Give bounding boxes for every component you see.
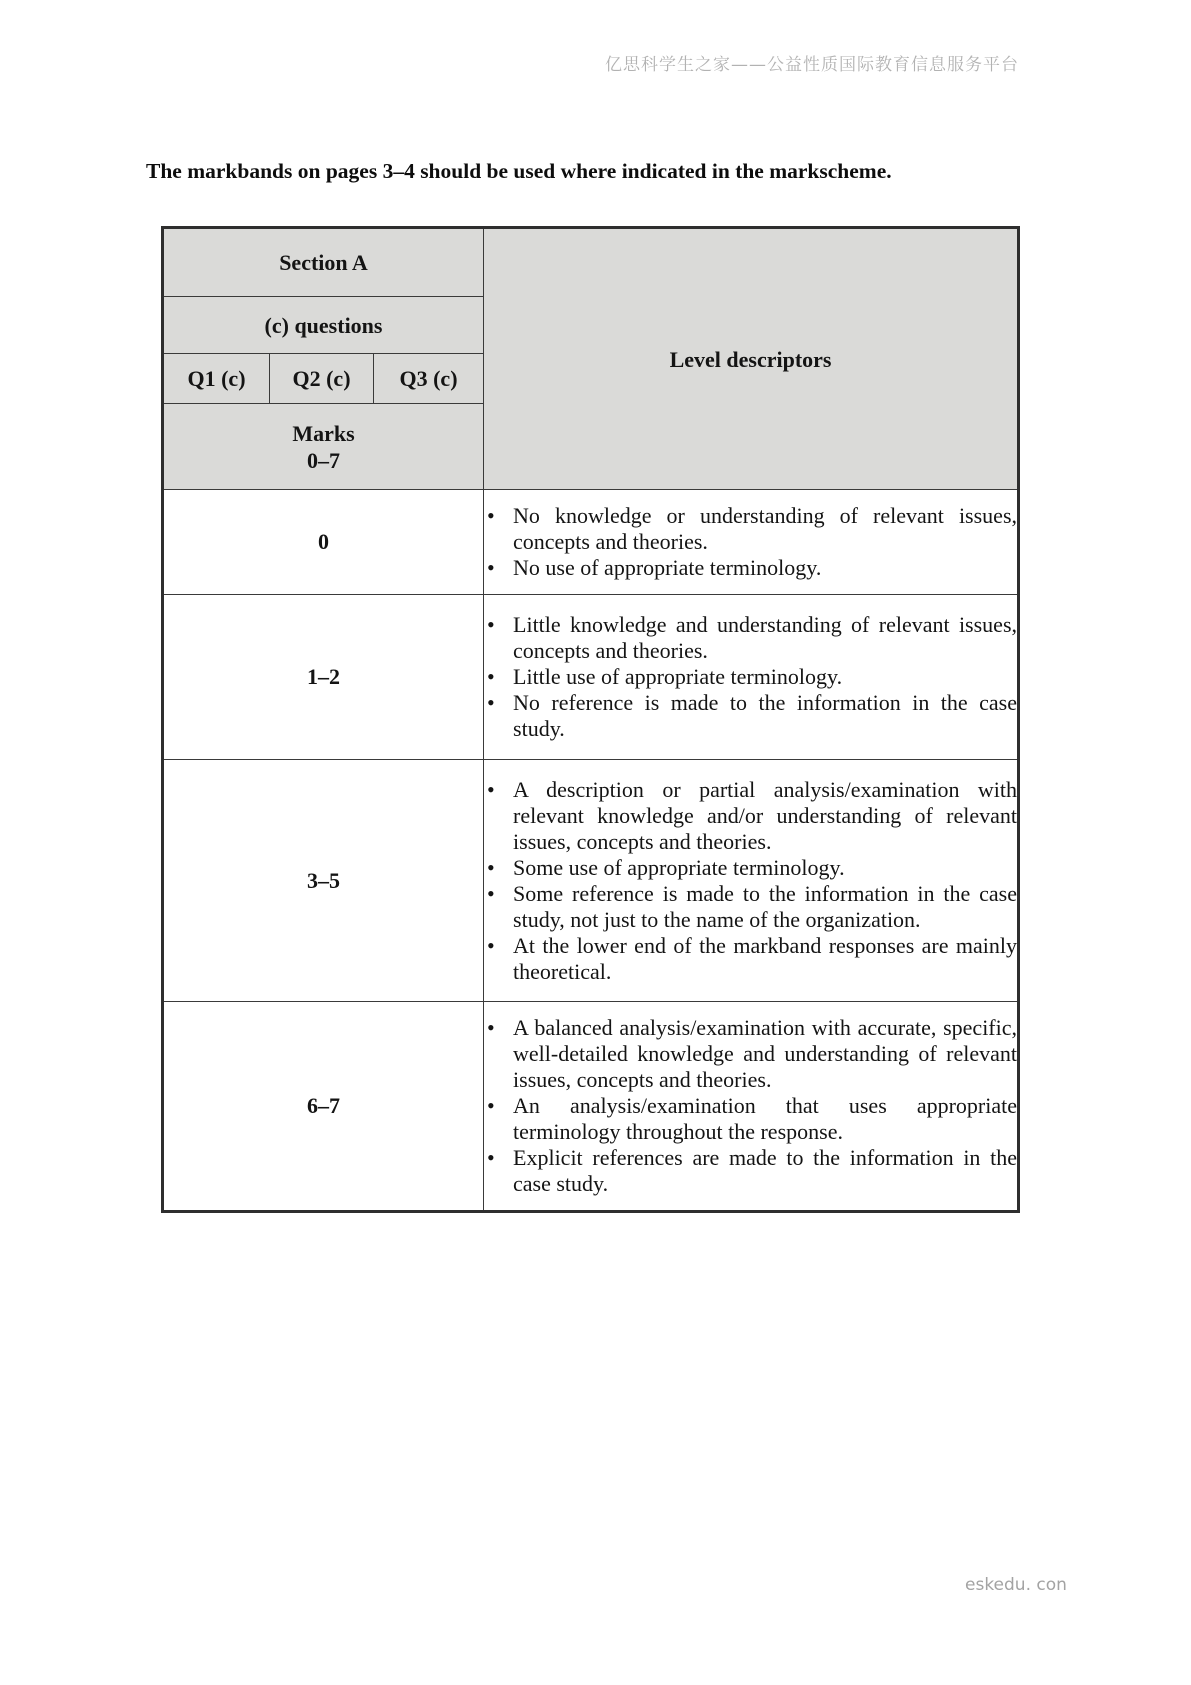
descriptor-bullet-item: • Some reference is made to the information in the case study, not just to the name of the organization. xyxy=(484,881,1017,933)
marks-header-cell xyxy=(163,404,484,490)
marks-band-value: 0 xyxy=(163,490,484,595)
site-header-watermark: 亿思科学生之家——公益性质国际教育信息服务平台 xyxy=(605,55,1019,75)
markbands-table xyxy=(161,226,1020,1213)
descriptor-bullet-item: • No knowledge or understanding of relevant issues, concepts and theories. xyxy=(484,503,1017,555)
descriptor-bullet-item: • No reference is made to the information in the case study. xyxy=(484,690,1017,742)
descriptor-bullet-item: • An analysis/examination that uses appropriate terminology throughout the response. xyxy=(484,1093,1017,1145)
marks-label: Marks xyxy=(292,420,355,446)
table-header-row-section xyxy=(163,228,1019,297)
table-row-band-6-7 xyxy=(163,1002,1019,1212)
table-row-band-0 xyxy=(163,490,1019,595)
descriptor-bullet-item: • Some use of appropriate terminology. xyxy=(484,855,1017,881)
marks-band-value: 1–2 xyxy=(163,595,484,760)
level-descriptors-header-cell: Level descriptors xyxy=(484,228,1019,490)
descriptors-cell xyxy=(484,490,1019,595)
c-questions-header-cell: (c) questions xyxy=(163,297,484,354)
q3c-header-cell: Q3 (c) xyxy=(374,354,484,404)
table-row-band-3-5 xyxy=(163,760,1019,1002)
descriptor-bullet-item: • At the lower end of the markband responses are mainly theoretical. xyxy=(484,933,1017,985)
marks-band-value: 3–5 xyxy=(163,760,484,1002)
descriptor-bullet-item: • Little knowledge and understanding of relevant issues, concepts and theories. xyxy=(484,612,1017,664)
q1c-header-cell: Q1 (c) xyxy=(163,354,270,404)
marks-band-value: 6–7 xyxy=(163,1002,484,1212)
page-title: The markbands on pages 3–4 should be used where indicated in the markscheme. xyxy=(146,159,892,183)
descriptors-cell xyxy=(484,1002,1019,1212)
descriptor-list xyxy=(484,1015,1017,1197)
site-footer-watermark: eskedu. con xyxy=(965,1575,1067,1595)
descriptor-list xyxy=(484,503,1017,581)
q2c-header-cell: Q2 (c) xyxy=(270,354,374,404)
section-a-header-cell: Section A xyxy=(163,228,484,297)
descriptor-list xyxy=(484,777,1017,985)
descriptors-cell xyxy=(484,595,1019,760)
descriptor-list xyxy=(484,612,1017,742)
table-row-band-1-2 xyxy=(163,595,1019,760)
marks-range: 0–7 xyxy=(307,447,340,473)
descriptors-cell xyxy=(484,760,1019,1002)
descriptor-bullet-item: • Little use of appropriate terminology. xyxy=(484,664,1017,690)
descriptor-bullet-item: • Explicit references are made to the information in the case study. xyxy=(484,1145,1017,1197)
descriptor-bullet-item: • No use of appropriate terminology. xyxy=(484,555,1017,581)
descriptor-bullet-item: • A description or partial analysis/examination with relevant knowledge and/or understanding of relevant issues, concepts and theories. xyxy=(484,777,1017,855)
descriptor-bullet-item: • A balanced analysis/examination with accurate, specific, well-detailed knowledge and understanding of relevant issues, concepts and theories. xyxy=(484,1015,1017,1093)
